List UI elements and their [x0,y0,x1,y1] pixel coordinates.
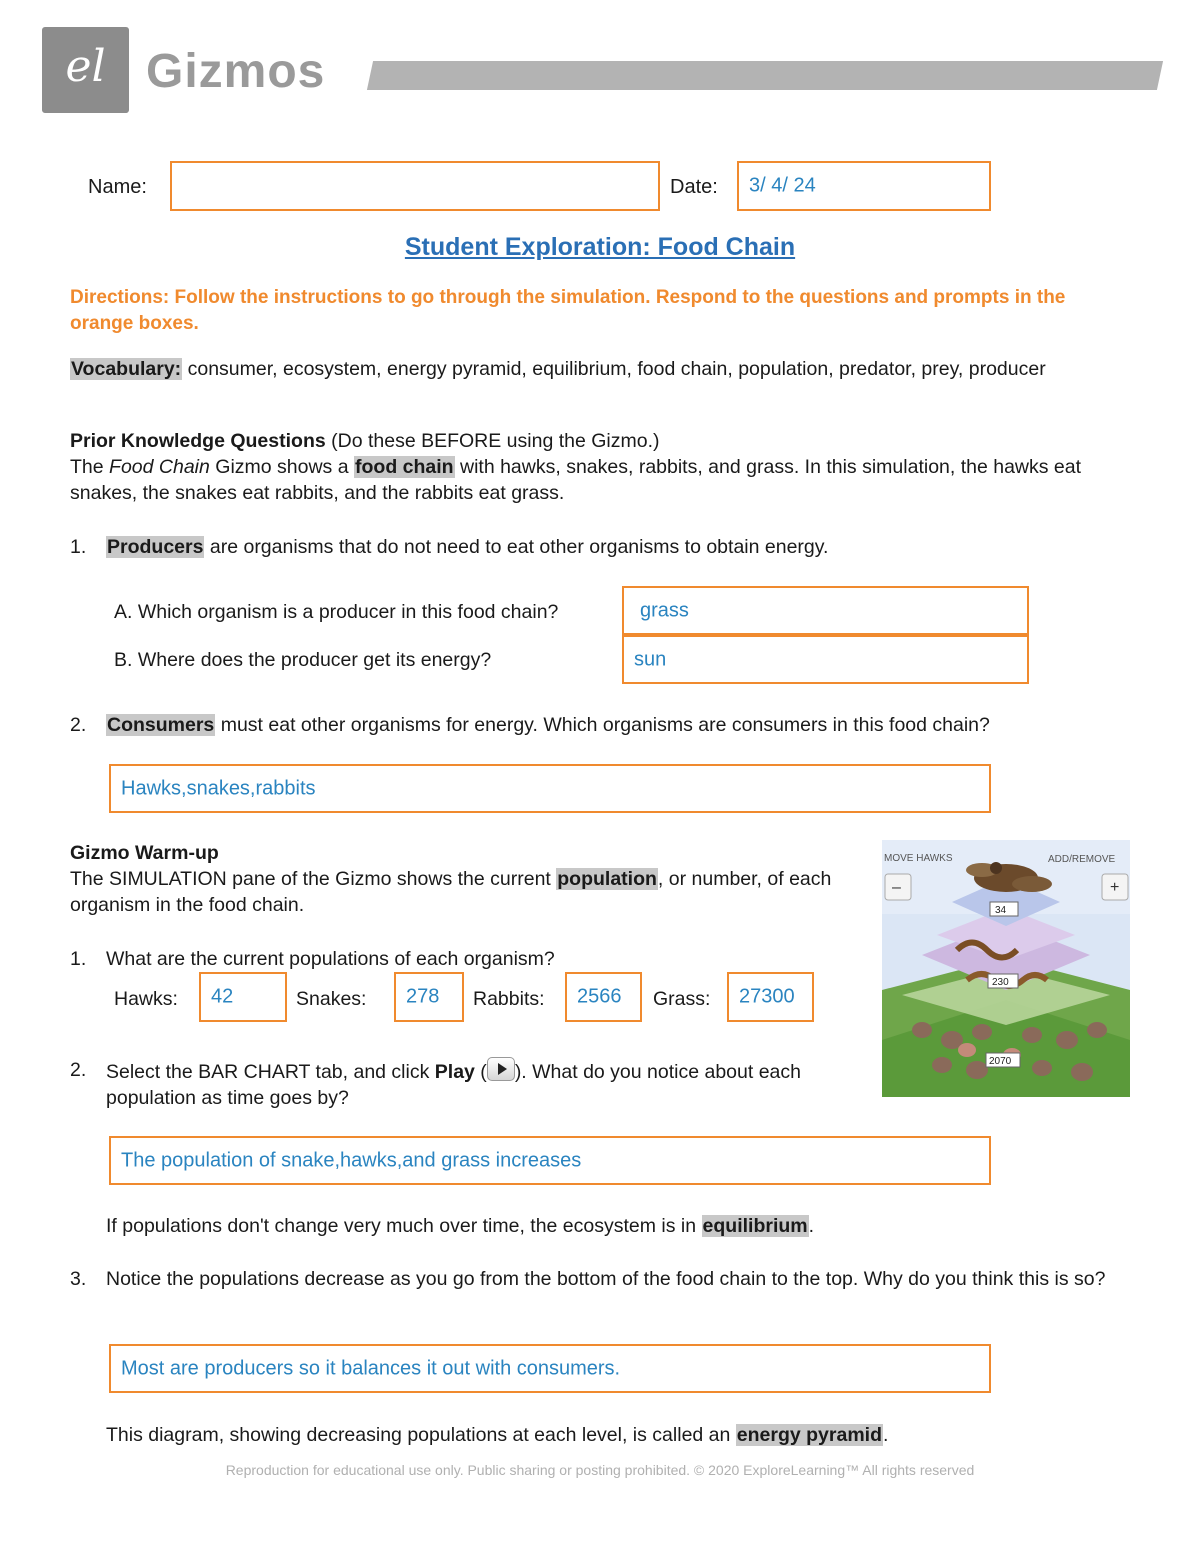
q1b-answer-field[interactable]: sun [622,635,1029,684]
gizmos-brand: Gizmos [146,45,326,98]
header-bar [367,61,1163,90]
pyramid-illustration [882,840,1130,1097]
explorelearning-logo: el [42,27,129,113]
q1a-text: A. Which organism is a producer in this food chain? [114,601,559,623]
equilibrium-text: If populations don't change very much over time, the ecosystem is in equilibrium. [106,1215,815,1237]
simulation-pyramid-image [882,840,1130,1097]
plus-icon: + [1110,879,1120,896]
snake-count-label: 230 [992,977,1009,988]
grass-label: Grass: [653,988,711,1010]
vocabulary-label: Vocabulary: [71,358,182,380]
directions: Directions: Follow the instructions to go through the simulation. Respond to the questions and prompts in the orange boxes. [70,287,1066,334]
minus-icon: – [892,879,901,896]
grass-field[interactable]: 27300 [727,972,814,1022]
name-label: Name: [88,176,147,198]
warmup-q2-number: 2. [70,1059,87,1081]
warmup-heading: Gizmo Warm-up [70,842,219,864]
date-field[interactable]: 3/ 4/ 24 [737,161,991,211]
play-icon [487,1057,515,1081]
add-remove-label: ADD/REMOVE [1048,854,1116,865]
warmup-q1-text: What are the current populations of each organism? [106,948,555,970]
q2-text: Consumers must eat other organisms for energy. Which organisms are consumers in this food chain? [107,714,990,736]
prior-knowledge: Prior Knowledge Questions (Do these BEFORE using the Gizmo.) The Food Chain Gizmo shows a food chain with hawks, snakes, rabbits, and grass. In this simulation, the hawks eat snakes, the snakes eat rabbits, and the rabbits eat grass. [70,430,1082,504]
q1-text: Producers are organisms that do not need to eat other organisms to obtain energy. [107,536,829,558]
warmup-q3-number: 3. [70,1268,87,1290]
warmup-intro: Gizmo Warm-up The SIMULATION pane of the Gizmo shows the current population, or number, of each organism in the food chain. [70,842,832,916]
snakes-field[interactable]: 278 [394,972,464,1022]
q1b-text: B. Where does the producer get its energy? [114,649,492,671]
prior-heading: Prior Knowledge Questions [70,430,326,452]
vocabulary: Vocabulary: consumer, ecosystem, energy pyramid, equilibrium, food chain, population, predator, prey, producer [71,358,1046,380]
hawks-label: Hawks: [114,988,178,1010]
warmup-q3-text: Notice the populations decrease as you go from the bottom of the food chain to the top. Why do you think this is so? [106,1268,1106,1290]
q2-number: 2. [70,714,87,736]
energy-pyramid-text: This diagram, showing decreasing populations at each level, is called an energy pyramid. [106,1424,889,1446]
warmup-q2-text: Select the BAR CHART tab, and click Play ( ). What do you notice about each population as time goes by? [106,1057,846,1111]
rabbit-count-label: 2070 [989,1056,1012,1067]
rabbits-label: Rabbits: [473,988,545,1010]
q1a-answer-field[interactable]: grass [622,586,1029,635]
warmup-q1-number: 1. [70,948,87,970]
snakes-label: Snakes: [296,988,367,1010]
footer: Reproduction for educational use only. Public sharing or posting prohibited. © 2020 ExploreLearning™ All rights reserved [225,1462,975,1478]
hawks-field[interactable]: 42 [199,972,287,1022]
move-hawks-label: MOVE HAWKS [884,853,953,864]
name-field[interactable] [170,161,660,211]
hawk-count-label: 34 [995,905,1007,916]
date-label: Date: [670,176,718,198]
rabbits-field[interactable]: 2566 [565,972,642,1022]
q2-answer-field[interactable]: Hawks,snakes,rabbits [109,764,991,813]
q1-number: 1. [70,536,87,558]
warmup-q2-answer-field[interactable]: The population of snake,hawks,and grass increases [109,1136,991,1185]
page-title: Student Exploration: Food Chain [404,233,796,261]
warmup-q3-answer-field[interactable]: Most are producers so it balances it out with consumers. [109,1344,991,1393]
